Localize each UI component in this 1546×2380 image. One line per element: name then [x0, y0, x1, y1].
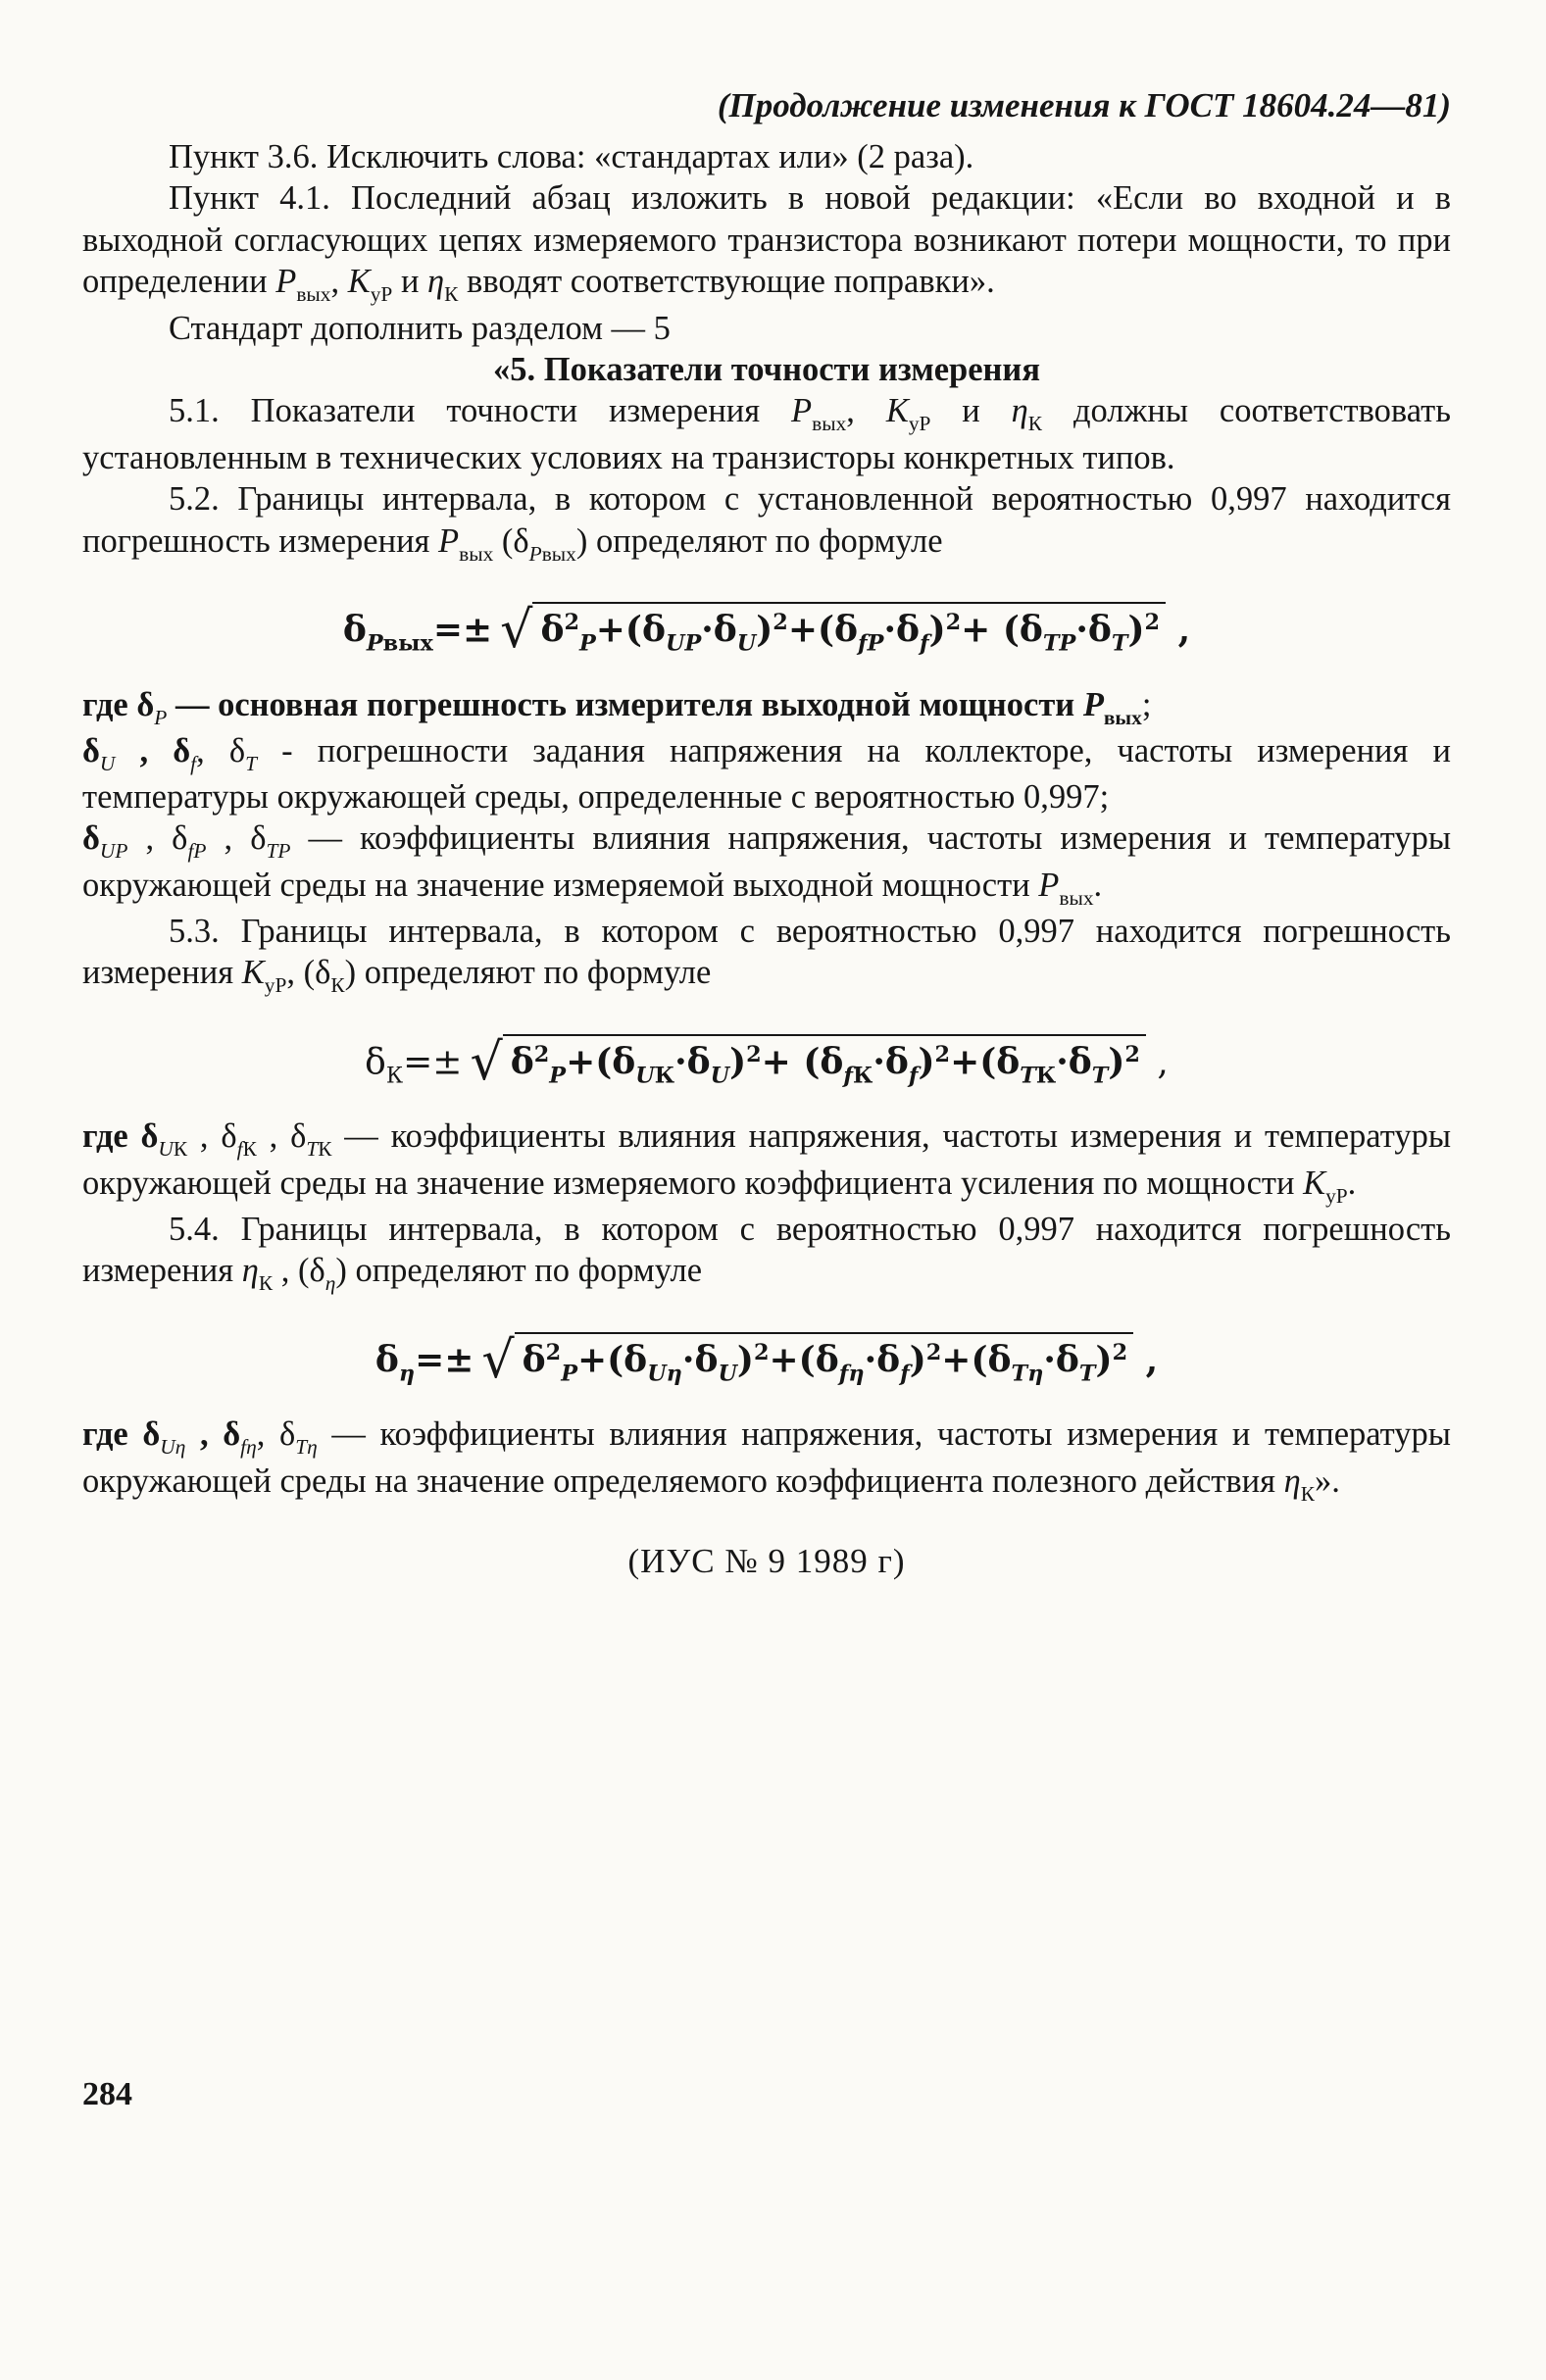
var-eta: η — [1283, 1462, 1301, 1500]
formula-sup: 2 — [773, 609, 788, 635]
formula-tail: , — [1145, 1041, 1169, 1082]
text-run: , — [846, 392, 886, 430]
formula-power-error — [82, 601, 1451, 661]
var-k: K — [347, 263, 371, 301]
text-run: . — [1093, 866, 1103, 904]
var-sub: P — [528, 541, 542, 566]
var-p: P — [438, 521, 460, 560]
paragraph-5-1 — [82, 390, 1451, 478]
formula-symbol: + (δ — [761, 1040, 844, 1082]
text-run: (δ — [493, 521, 529, 560]
text-run: ». — [1315, 1462, 1340, 1500]
formula-sub: f — [919, 630, 929, 657]
var-p: P — [1082, 685, 1104, 723]
formula-symbol: ) — [1127, 609, 1145, 651]
formula-symbol: ·δ — [1043, 1338, 1079, 1380]
text-run: , — [330, 263, 348, 301]
formula-sub: T — [1042, 630, 1060, 657]
text-run: 5.4. Границы интервала, в котором с вероятностью 0,997 находится погрешность измерения — [82, 1210, 1451, 1290]
section-title: «5. Показатели точности измерения — [493, 351, 1040, 388]
var-p: P — [275, 263, 297, 301]
formula-sup: 2 — [1144, 609, 1161, 635]
formula-sub: К — [1035, 1063, 1057, 1089]
formula-symbol: +(δ — [595, 609, 666, 651]
formula-sub: U — [718, 1361, 737, 1387]
formula-sub: f — [908, 1063, 919, 1089]
formula-symbol: ) — [736, 1338, 754, 1380]
var-sub: уP — [264, 973, 287, 998]
var-sub: вых — [541, 541, 576, 566]
var-sub: уP — [1325, 1183, 1348, 1208]
text-run: , (δ — [273, 1252, 325, 1290]
where-2 — [82, 730, 1451, 818]
var-sub: U — [99, 839, 116, 864]
var-sub: вых — [1059, 885, 1094, 910]
formula-symbol: δ — [365, 1041, 386, 1082]
formula-symbol: ·δ — [681, 1338, 719, 1380]
text-run: — коэффициенты влияния напряжения, частоты измерения и температуры окружающей среды на значение измеряемой выходной мощности — [82, 819, 1452, 904]
var-sub: К — [330, 973, 345, 998]
var-sub: T — [306, 1137, 319, 1162]
text-run: вводят соответствующие поправки». — [458, 263, 995, 301]
text-run: , δ — [256, 1415, 296, 1454]
text-run: где δ — [82, 1415, 161, 1454]
var-eta: η — [1011, 392, 1028, 430]
text-run: и — [930, 392, 1012, 430]
var-sub: η — [246, 1435, 257, 1460]
formula-symbol: ) — [729, 1040, 747, 1082]
formula-tail: , — [1166, 609, 1191, 651]
formula-symbol: ·δ — [1056, 1040, 1092, 1082]
formula-sup: 2 — [925, 1339, 942, 1365]
var-k: K — [885, 392, 909, 430]
var-sub: P — [193, 839, 207, 864]
formula-sup: 2 — [533, 1041, 550, 1067]
text-run: 5.1. Показатели точности измерения — [169, 392, 792, 430]
text-run: ) определяют по формуле — [344, 954, 712, 992]
formula-symbol: +(δ — [950, 1040, 1021, 1082]
formula-sub: P — [578, 630, 596, 657]
var-sub: вых — [1103, 705, 1142, 729]
formula-sub: К — [853, 1063, 873, 1089]
var-sub: P — [115, 839, 128, 864]
formula-sub: U — [647, 1361, 667, 1387]
sqrt-icon: √ — [500, 601, 533, 661]
text-run: , δ — [206, 819, 267, 858]
formula-symbol: ·δ — [883, 609, 920, 651]
var-sub: P — [154, 705, 168, 729]
var-sub: f — [190, 751, 197, 775]
formula-efficiency-error — [82, 1331, 1451, 1391]
formula-sub: T — [1078, 1361, 1096, 1387]
formula-symbol: + (δ — [961, 609, 1043, 651]
sqrt-icon: √ — [481, 1331, 515, 1391]
var-sub: К — [173, 1137, 188, 1162]
formula-sub: К — [385, 1063, 404, 1089]
source-note: (ИУС № 9 1989 г) — [627, 1541, 906, 1580]
paragraph-4-1 — [82, 177, 1451, 307]
where-4 — [82, 1116, 1451, 1209]
text-run: δ — [82, 731, 100, 769]
formula-sub: P — [561, 1361, 577, 1387]
formula-symbol: +(δ — [576, 1338, 648, 1380]
formula-eq: =± — [403, 1041, 463, 1082]
text-run: где δ — [82, 685, 155, 723]
paragraph-5-3 — [82, 911, 1451, 999]
var-p: P — [1038, 866, 1060, 904]
formula-sup: 2 — [545, 1339, 562, 1365]
var-sub: К — [242, 1137, 257, 1162]
formula-sub: P — [366, 630, 383, 657]
var-sub: P — [277, 839, 291, 864]
paragraph-5-4 — [82, 1209, 1451, 1297]
formula-sub: P — [549, 1063, 567, 1089]
radicand — [515, 1332, 1133, 1385]
var-sub: f — [187, 839, 194, 864]
formula-symbol: ) — [756, 609, 773, 651]
where-5 — [82, 1413, 1451, 1507]
formula-sub: U — [635, 1063, 655, 1089]
formula-sup: 2 — [746, 1041, 762, 1067]
formula-sub: вых — [382, 630, 433, 657]
formula-sub: U — [736, 630, 757, 657]
formula-symbol: δ — [342, 609, 367, 651]
formula-sub: P — [1059, 630, 1076, 657]
var-sub: вых — [296, 282, 331, 307]
text-run: ) определяют по формуле — [575, 521, 943, 560]
text-run: — основная погрешность измерителя выходной мощности — [167, 685, 1083, 723]
text-run: , δ — [115, 731, 191, 769]
formula-symbol: ·δ — [674, 1040, 711, 1082]
formula-symbol: ) — [918, 1040, 935, 1082]
text-run: , δ — [187, 1117, 237, 1156]
text-run: ) определяют по формуле — [335, 1252, 703, 1290]
formula-eq: =± — [432, 609, 493, 651]
formula-symbol: +(δ — [787, 609, 859, 651]
page-text — [82, 84, 1451, 1582]
formula-sub: f — [858, 630, 868, 657]
var-sub: вых — [812, 412, 847, 436]
formula-sub: T — [1020, 1063, 1036, 1089]
var-p: P — [791, 392, 813, 430]
var-sub: f — [240, 1435, 247, 1460]
text-run: должны соответствовать установленным в технических условиях на транзисторы конкретных типов. — [82, 392, 1451, 476]
paragraph-add-section: Стандарт дополнить разделом — 5 — [169, 309, 671, 347]
text-run: ; — [1141, 685, 1152, 723]
text-run: , δ — [196, 731, 246, 769]
text-run: Пункт 4.1. Последний абзац изложить в новой редакции: «Если во входной и в выходной согласующих цепях измеряемого транзистора возникают потери мощности, то при определении — [82, 179, 1451, 301]
formula-tail: , — [1133, 1338, 1159, 1380]
formula-symbol: +(δ — [769, 1338, 839, 1380]
text-run: . — [1347, 1164, 1357, 1202]
where-1 — [82, 684, 1451, 730]
formula-sub: η — [1027, 1361, 1044, 1387]
formula-symbol: ) — [909, 1338, 926, 1380]
formula-sub: T — [1111, 630, 1128, 657]
radicand — [532, 602, 1166, 655]
var-sub: К — [258, 1271, 274, 1296]
formula-sup: 2 — [564, 609, 579, 635]
var-sub: К — [444, 282, 459, 307]
text-run: — коэффициенты влияния напряжения, частоты измерения и температуры окружающей среды на значение определяемого коэффициента полезного действия — [82, 1415, 1451, 1500]
text-run: где δ — [82, 1117, 159, 1156]
formula-sub: f — [843, 1063, 854, 1089]
formula-sub: U — [665, 630, 685, 657]
formula-symbol: ) — [928, 609, 946, 651]
formula-sub: P — [867, 630, 884, 657]
var-sub: К — [318, 1137, 332, 1162]
formula-symbol: ·δ — [864, 1338, 901, 1380]
var-sub: U — [99, 751, 116, 775]
formula-sub: К — [654, 1063, 675, 1089]
page-header: (Продолжение изменения к ГОСТ 18604.24—81) — [717, 86, 1451, 124]
var-sub: η — [307, 1435, 318, 1460]
paragraph-5-2 — [82, 478, 1451, 567]
formula-symbol: +(δ — [566, 1040, 636, 1082]
formula-sup: 2 — [753, 1339, 770, 1365]
formula-symbol: ) — [1108, 1040, 1125, 1082]
formula-eq: =± — [415, 1338, 474, 1380]
formula-sub: P — [684, 630, 702, 657]
var-sub: К — [1027, 412, 1043, 436]
sqrt-icon: √ — [470, 1033, 503, 1093]
formula-sub: η — [848, 1361, 865, 1387]
text-run: и — [392, 263, 428, 301]
var-k: K — [1303, 1164, 1326, 1202]
text-run: δ — [82, 819, 100, 858]
var-k: K — [241, 954, 265, 992]
var-sub: вых — [459, 541, 494, 566]
formula-symbol: δ — [374, 1338, 399, 1380]
paragraph-3-6: Пункт 3.6. Исключить слова: «стандартах или» (2 раза). — [169, 138, 974, 176]
var-sub: U — [160, 1435, 175, 1460]
var-sub: К — [1300, 1481, 1316, 1506]
formula-sup: 2 — [1124, 1041, 1140, 1067]
formula-sub: T — [1091, 1063, 1109, 1089]
formula-sup: 2 — [934, 1041, 951, 1067]
formula-sub: T — [1011, 1361, 1028, 1387]
formula-symbol: ·δ — [1075, 609, 1112, 651]
formula-symbol: δ — [522, 1338, 546, 1380]
var-sub: уP — [370, 282, 393, 307]
text-run: 5.2. Границы интервала, в котором с установленной вероятностью 0,997 находится погрешность измерения — [82, 480, 1451, 560]
var-eta: η — [241, 1252, 259, 1290]
text-run: , δ — [185, 1415, 241, 1454]
formula-symbol: +(δ — [941, 1338, 1012, 1380]
var-eta: η — [427, 263, 445, 301]
var-sub: T — [266, 839, 278, 864]
formula-symbol: ) — [1095, 1338, 1113, 1380]
formula-symbol: δ — [510, 1040, 534, 1082]
text-run: , δ — [127, 819, 188, 858]
formula-sup: 2 — [1112, 1339, 1128, 1365]
var-sub: η — [324, 1271, 336, 1296]
var-sub: U — [158, 1137, 174, 1162]
formula-sub: η — [398, 1361, 416, 1387]
text-run: - погрешности задания напряжения на коллекторе, частоты измерения и температуры окружающей среды, определенные с вероятностью 0,997; — [82, 731, 1451, 817]
formula-symbol: ·δ — [701, 609, 737, 651]
text-run: , (δ — [286, 954, 331, 992]
text-run: — коэффициенты влияния напряжения, частоты измерения и температуры окружающей среды на значение измеряемого коэффициента усиления по мощности — [82, 1117, 1452, 1202]
formula-sub: f — [838, 1361, 849, 1387]
formula-sub: U — [710, 1063, 730, 1089]
formula-gain-error — [82, 1033, 1451, 1093]
var-sub: T — [245, 751, 258, 775]
var-sub: η — [175, 1435, 186, 1460]
var-sub: f — [236, 1137, 243, 1162]
var-sub: T — [295, 1435, 308, 1460]
text-run: 5.3. Границы интервала, в котором с вероятностью 0,997 находится погрешность измерения — [82, 913, 1451, 992]
formula-symbol: δ — [540, 609, 565, 651]
formula-sub: f — [900, 1361, 910, 1387]
formula-symbol: ·δ — [873, 1040, 909, 1082]
where-3 — [82, 818, 1451, 911]
var-sub: уP — [908, 412, 931, 436]
radicand — [503, 1034, 1146, 1087]
formula-sup: 2 — [945, 609, 962, 635]
text-run: , δ — [256, 1117, 307, 1156]
page-number: 284 — [82, 2076, 132, 2112]
formula-sub: η — [666, 1361, 682, 1387]
